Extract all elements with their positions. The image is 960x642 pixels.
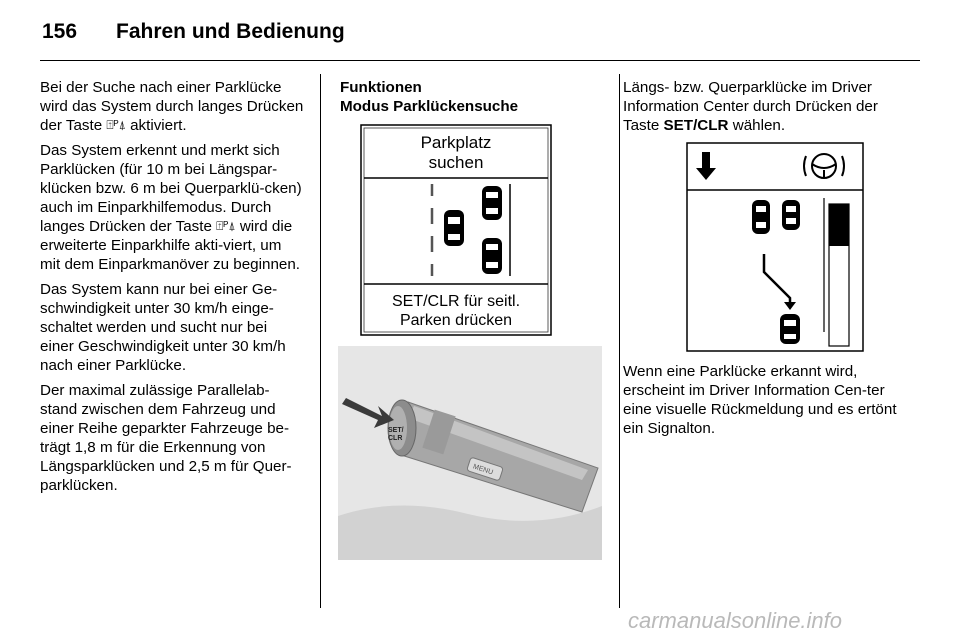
set-clr-button-text: SET/CLR (663, 117, 729, 134)
column-divider-1 (320, 74, 321, 608)
paragraph-text: Das System erkennt und merkt sich Parklücken (für 10 m bei Längspar-klücken bzw. 6 m bei Querparklü-cken) auch im Einparkhilfemodus. Durch langes Drücken der Taste (40, 142, 302, 235)
display-instruction-line1: SET/CLR für seitl. (391, 293, 521, 310)
text-column-middle (340, 78, 608, 116)
ego-car-icon (444, 210, 464, 246)
paragraph-text: Längs- bzw. Querparklücke im Driver Information Center durch Drücken der Taste (623, 79, 878, 134)
paragraph-text: Bei der Suche nach einer Parklücke wird das System durch langes Drücken der Taste (40, 79, 304, 134)
paragraph-search-activation (40, 78, 304, 135)
paragraph-select-space (623, 78, 905, 135)
parked-car-icon (482, 186, 502, 220)
parked-car-icon (482, 238, 502, 274)
parked-car-icon (782, 200, 800, 230)
parking-assist-button-icon: ⍐ᴾ⍋ (106, 118, 126, 132)
display-instruction-line2: Parken drücken (399, 312, 513, 329)
paragraph-speed-limit: Das System kann nur bei einer Ge-schwindigkeit unter 30 km/h einge-schaltet werden und sucht nur bei einer Geschwindigkeit unter 30 km/h nach einer Parklücke. (40, 281, 286, 374)
paragraph-detection (40, 141, 304, 274)
set-clr-label-line1: SET/ (388, 427, 404, 434)
display-title-line1: Parkplatz (420, 133, 492, 152)
watermark: carmanualsonline.info (628, 608, 843, 633)
paragraph-text: wird die erweiterte Einparkhilfe akti-viert, um mit dem Einparkmanöver zu beginnen. (40, 218, 301, 273)
display-illustration-space-found (686, 142, 864, 352)
paragraph-parallel-distance: Der maximal zulässige Parallelab-stand zwischen dem Fahrzeug und einer Reihe geparkter Fahrzeuge be-trägt 1,8 m für die Erkennung von Längsparklücken und 2,5 m für Quer-parklücken. (40, 382, 292, 494)
page-number: 156 (42, 20, 78, 43)
display-illustration-search (360, 124, 552, 336)
text-column-right (623, 78, 905, 437)
page-header (40, 14, 920, 61)
progress-bar-fill (829, 204, 849, 246)
parking-assist-button-icon: ⍐ᴾ⍋ (216, 219, 236, 233)
page-title: Fahren und Bedienung (116, 20, 345, 43)
ego-car-icon (780, 314, 800, 344)
paragraph-text: wählen. (728, 117, 786, 134)
set-clr-label-line2: CLR (388, 435, 403, 442)
column-divider-2 (619, 74, 620, 608)
section-heading: Funktionen (340, 79, 422, 96)
paragraph-space-detected: Wenn eine Parklücke erkannt wird, erscheint im Driver Information Cen-ter eine visuelle Rückmeldung und es ertönt ein Signalton. (623, 363, 897, 437)
section-subheading: Modus Parklückensuche (340, 98, 519, 115)
paragraph-text: aktiviert. (125, 117, 187, 134)
parked-car-icon (752, 200, 770, 234)
display-title-line2: suchen (428, 153, 484, 172)
text-column-left (40, 78, 304, 501)
menu-label: MENU (472, 463, 494, 477)
lever-illustration (338, 346, 602, 560)
